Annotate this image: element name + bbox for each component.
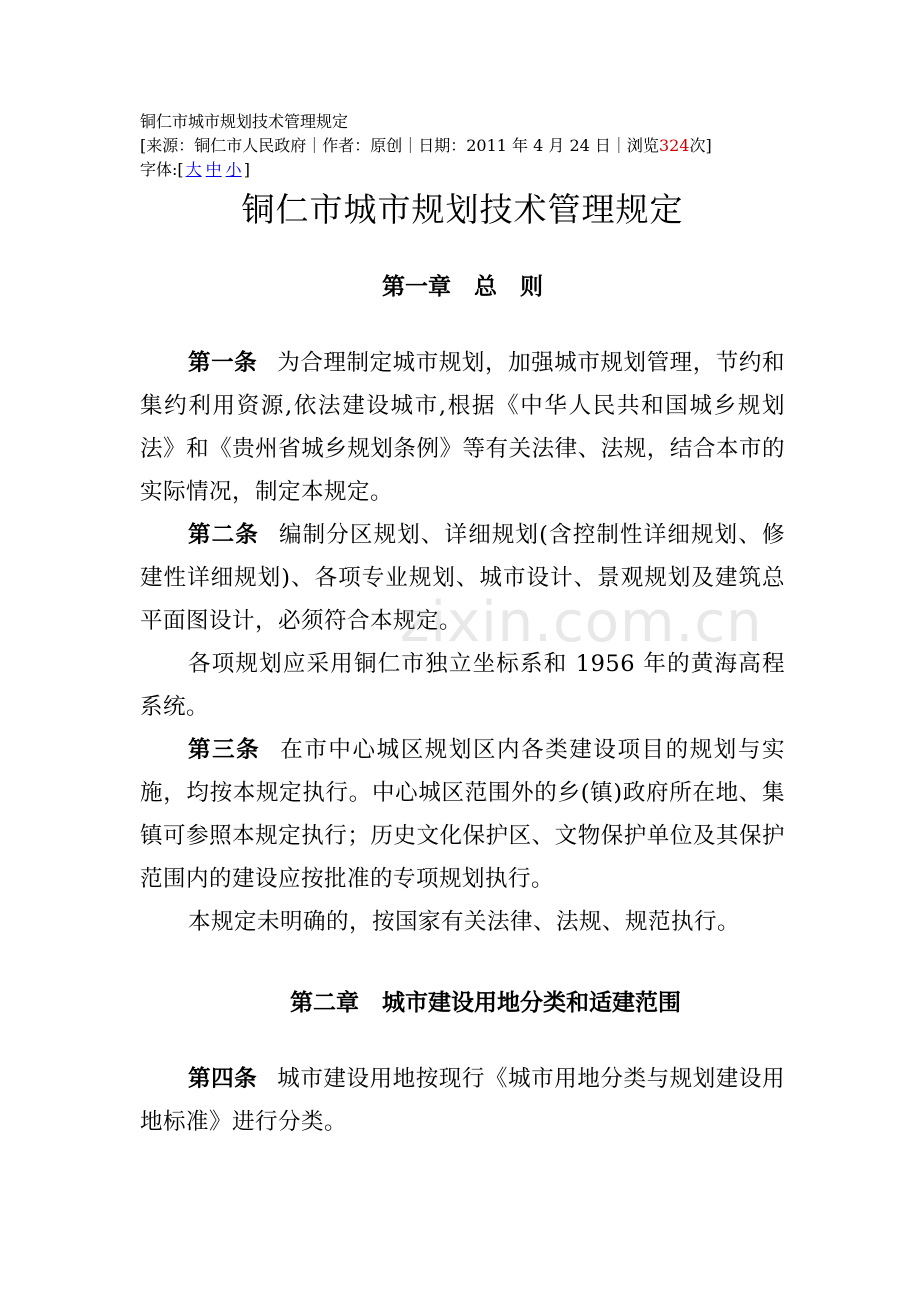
source-line-prefix: [来源：铜仁市人民政府｜作者：原创｜日期：2011 年 4 月 24 日｜浏览 bbox=[140, 136, 659, 155]
view-count: 324 bbox=[658, 136, 690, 155]
article-3-continued bbox=[140, 901, 785, 944]
article-text: 各项规划应采用铜仁市独立坐标系和 1956 年的黄海高程系统。 bbox=[140, 651, 785, 720]
font-size-selector bbox=[140, 158, 785, 182]
document-page bbox=[140, 110, 785, 1144]
article-1 bbox=[140, 342, 785, 514]
font-size-large-link[interactable]: 大 bbox=[185, 160, 202, 179]
article-text: 在市中心城区规划区内各类建设项目的规划与实施，均按本规定执行。中心城区范围外的乡(镇)政府所在地、集镇可参照本规定执行；历史文化保护区、文物保护单位及其保护范围内的建设应按批准的专项规划执行。 bbox=[140, 737, 785, 892]
font-size-prefix: 字体:[ bbox=[140, 160, 184, 179]
font-size-suffix: ] bbox=[243, 160, 250, 179]
article-text: 为合理制定城市规划，加强城市规划管理，节约和集约利用资源,依法建设城市,根据《中华人民共和国城乡规划法》和《贵州省城乡规划条例》等有关法律、法规，结合本市的实际情况，制定本规定。 bbox=[140, 350, 785, 505]
font-size-medium-link[interactable]: 中 bbox=[205, 160, 222, 179]
article-label: 第四条 bbox=[188, 1066, 258, 1092]
source-line bbox=[140, 134, 785, 158]
font-size-small-link[interactable]: 小 bbox=[225, 160, 242, 179]
article-text: 编制分区规划、详细规划(含控制性详细规划、修建性详细规划)、各项专业规划、城市设计、景观规划及建筑总平面图设计，必须符合本规定。 bbox=[140, 522, 785, 634]
article-2 bbox=[140, 514, 785, 643]
article-3 bbox=[140, 729, 785, 901]
watermark: zixin.com.cn bbox=[400, 590, 763, 655]
source-line-suffix: 次] bbox=[689, 136, 712, 155]
article-text: 本规定未明确的，按国家有关法律、法规、规范执行。 bbox=[188, 909, 741, 935]
article-4 bbox=[140, 1058, 785, 1144]
document-title: 铜仁市城市规划技术管理规定 bbox=[241, 190, 684, 229]
chapter-1-heading: 第一章 总 则 bbox=[382, 274, 543, 300]
article-label: 第三条 bbox=[188, 737, 261, 763]
article-label: 第一条 bbox=[188, 350, 258, 376]
chapter-2-heading: 第二章 城市建设用地分类和适建范围 bbox=[290, 990, 681, 1016]
article-text: 城市建设用地按现行《城市用地分类与规划建设用地标准》进行分类。 bbox=[140, 1066, 785, 1135]
article-label: 第二条 bbox=[188, 522, 259, 548]
article-2-continued bbox=[140, 643, 785, 729]
small-title: 铜仁市城市规划技术管理规定 bbox=[140, 112, 349, 131]
